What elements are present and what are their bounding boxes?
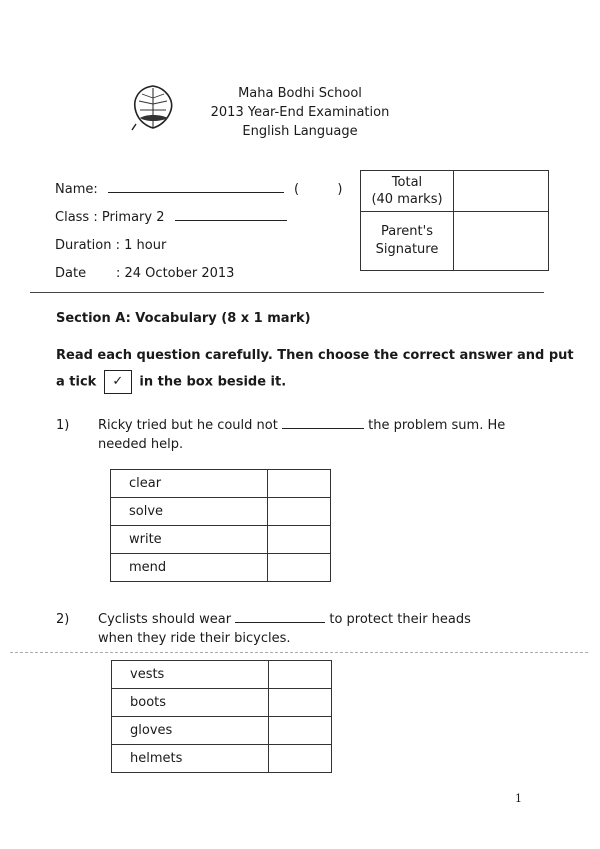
option-row [112,689,332,717]
option-label: mend [111,554,268,582]
index-paren-open: ( [294,182,300,197]
question-number: 2) [56,612,70,627]
name-blank[interactable] [108,192,284,193]
signature-cell[interactable] [454,212,549,271]
options-table [110,469,331,582]
option-row [111,498,331,526]
instruction-line2 [56,370,286,394]
signature-label-line2: Signature [375,242,439,257]
answer-blank [235,622,325,623]
subject-title: English Language [242,124,358,139]
question-text [98,610,518,648]
question-text-before: Ricky tried but he could not [98,418,278,433]
option-tick-box[interactable] [269,661,332,689]
total-label-cell [361,171,454,212]
name-row [55,182,342,197]
option-tick-box[interactable] [269,717,332,745]
question-text-line2: needed help. [98,437,184,452]
option-row [112,717,332,745]
option-tick-box[interactable] [269,745,332,773]
option-label: clear [111,470,268,498]
option-label: solve [111,498,268,526]
exam-title: 2013 Year-End Examination [210,105,390,120]
divider [30,292,544,293]
option-tick-box[interactable] [268,526,331,554]
scan-artifact-line [10,652,588,653]
question-number: 1) [56,418,70,433]
question-text-line2: when they ride their bicycles. [98,631,291,646]
question-text [98,416,518,454]
school-name: Maha Bodhi School [238,86,362,101]
total-label: Total [391,175,423,190]
tick-icon: ✓ [112,374,124,389]
option-row [111,470,331,498]
date-value: : 24 October 2013 [116,266,235,281]
class-row [55,210,287,225]
tick-example-box [104,370,132,394]
question-text-after: the problem sum. He [368,418,506,433]
index-paren-close: ) [337,182,343,197]
option-row [111,526,331,554]
option-tick-box[interactable] [268,554,331,582]
class-blank[interactable] [175,220,287,221]
question-text-before: Cyclists should wear [98,612,232,627]
answer-blank [282,428,364,429]
option-label: helmets [112,745,269,773]
date-label: Date [55,266,87,281]
page-number: 1 [515,792,522,805]
option-row [112,661,332,689]
option-label: write [111,526,268,554]
total-row [361,171,549,212]
marks-box [360,170,549,271]
option-row [112,745,332,773]
total-marks-label: (40 marks) [371,192,443,207]
option-row [111,554,331,582]
option-label: gloves [112,717,269,745]
signature-row [361,212,549,271]
option-label: boots [112,689,269,717]
option-tick-box[interactable] [269,689,332,717]
section-title: Section A: Vocabulary (8 x 1 mark) [56,311,311,326]
signature-label-line1: Parent's [381,224,433,239]
signature-label-cell [361,212,454,271]
instruction-line2-after: in the box beside it. [139,374,287,390]
options-table [111,660,332,773]
instruction-line1: Read each question carefully. Then choose the correct answer and put [56,348,574,363]
name-label: Name: [55,182,98,197]
option-tick-box[interactable] [268,498,331,526]
total-score-cell[interactable] [454,171,549,212]
duration-label: Duration : 1 hour [55,238,167,253]
instruction-line2-before: a tick [56,374,97,390]
option-label: vests [112,661,269,689]
question-text-after: to protect their heads [329,612,471,627]
class-label: Class : Primary 2 [55,210,165,225]
option-tick-box[interactable] [268,470,331,498]
